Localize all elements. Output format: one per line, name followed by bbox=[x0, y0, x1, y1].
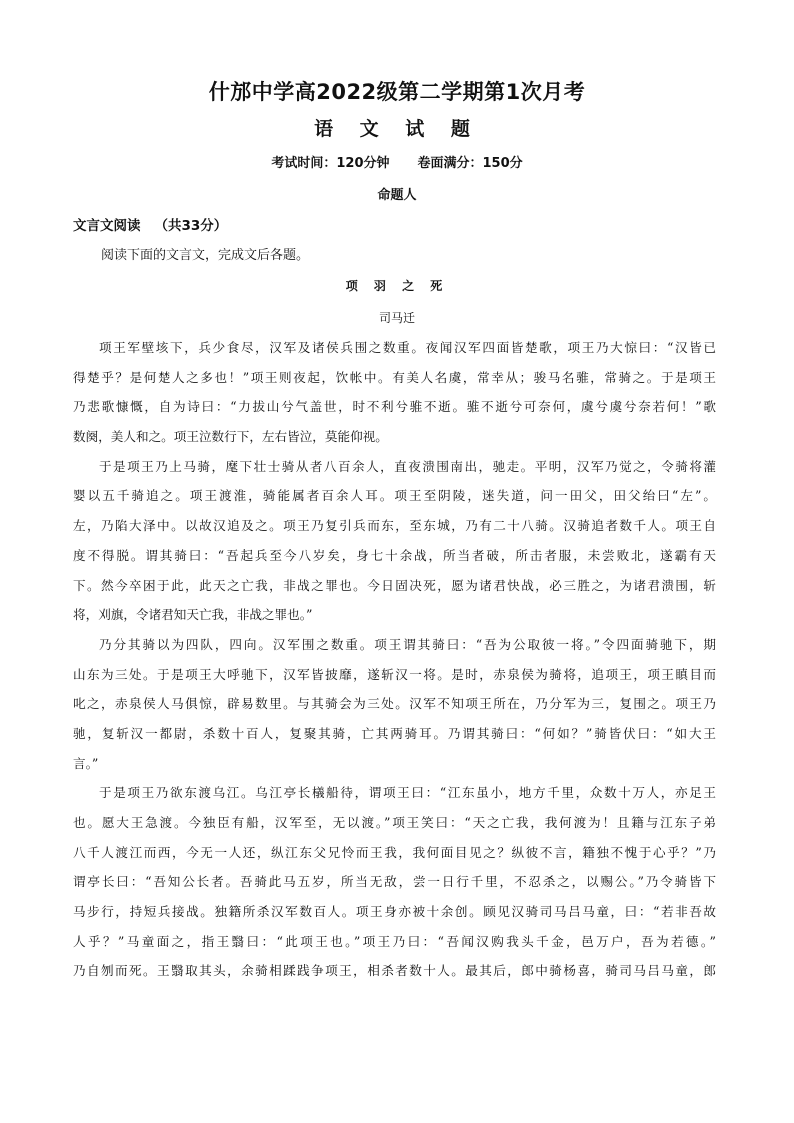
passage-line: 人乎？”马童面之，指王翳曰：“此项王也。”项王乃曰：“吾闻汉购我头千金，邑万户，吾为若德。” bbox=[73, 933, 716, 949]
passage-line: 叱之，赤泉侯人马俱惊，辟易数里。与其骑会为三处。汉军不知项王所在，乃分军为三，复围之。项王乃 bbox=[73, 696, 716, 712]
exam-title: 什邡中学高2022级第二学期第1次月考 bbox=[208, 80, 586, 104]
passage-line: 也。愿大王急渡。今独臣有船，汉军至，无以渡。”项王笑曰：“天之亡我，我何渡为！且籍与江东子弟 bbox=[73, 815, 716, 830]
passage-line: 言。” bbox=[73, 755, 99, 771]
passage-line: 八千人渡江而西，今无一人还，纵江东父兄怜而王我，我何面目见之？纵彼不言，籍独不愧于心乎？”乃 bbox=[73, 844, 716, 860]
subject-title: 语 文 试 题 bbox=[314, 118, 480, 140]
passage-line: 项王军壁垓下，兵少食尽，汉军及诸侯兵围之数重。夜闻汉军四面皆楚歌，项王乃大惊曰：“汉皆已 bbox=[99, 340, 716, 355]
passage-line: 左，乃陷大泽中。以故汉追及之。项王乃复引兵而东，至东城，乃有二十八骑。汉骑追者数千人。项王自 bbox=[73, 518, 716, 534]
passage-line: 数阕，美人和之。项王泣数行下，左右皆泣，莫能仰视。 bbox=[73, 429, 388, 445]
section-title: 文言文阅读 bbox=[73, 218, 141, 234]
passage-line: 驰，复斩汉一都尉，杀数十百人，复聚其骑，亡其两骑耳。乃谓其骑曰：“何如？”骑皆伏曰：“如大王 bbox=[73, 725, 716, 741]
passage-line: 下。然今卒困于此，此天之亡我，非战之罪也。今日固决死，愿为诸君快战，必三胜之，为诸君溃围，斩 bbox=[73, 577, 716, 593]
passage-line: 于是项王乃上马骑，麾下壮士骑从者八百余人，直夜溃围南出，驰走。平明，汉军乃觉之，令骑将灌 bbox=[99, 458, 716, 474]
passage-line: 乃分其骑以为四队，四向。汉军围之数重。项王谓其骑曰：“吾为公取彼一将。”令四面骑驰下，期 bbox=[99, 636, 716, 652]
passage-line: 乃自刎而死。王翳取其头，余骑相蹂践争项王，相杀者数十人。最其后，郎中骑杨喜，骑司马吕马童，郎 bbox=[73, 963, 716, 979]
question-author: 命题人 bbox=[377, 188, 417, 203]
passage-line: 将，刈旗，令诸君知天亡我，非战之罪也。” bbox=[73, 607, 313, 623]
passage-line: 得楚乎？是何楚人之多也！”项王则夜起，饮帐中。有美人名虞，常幸从；骏马名骓，常骑之。于是项王 bbox=[73, 369, 716, 385]
exam-info bbox=[0, 152, 794, 171]
passage-title: 项 羽 之 死 bbox=[345, 279, 449, 293]
passage-line: 乃悲歌慷慨，自为诗曰：“力拔山兮气盖世，时不利兮骓不逝。骓不逝兮可奈何，虞兮虞兮奈若何！”歌 bbox=[73, 399, 716, 415]
passage-line: 度不得脱。谓其骑曰：“吾起兵至今八岁矣，身七十余战，所当者破，所击者服，未尝败北，遂霸有天 bbox=[73, 547, 716, 563]
passage-line: 于是项王乃欲东渡乌江。乌江亭长檥船待，谓项王曰：“江东虽小，地方千里，众数十万人，亦足王 bbox=[99, 785, 716, 801]
section-instruction: 阅读下面的文言文，完成文后各题。 bbox=[101, 248, 310, 263]
passage-author: 司马迁 bbox=[378, 311, 415, 325]
passage-body bbox=[73, 333, 716, 986]
passage-line: 马步行，持短兵接战。独籍所杀汉军数百人。项王身亦被十余创。顾见汉骑司马吕马童，曰：“若非吾故 bbox=[73, 904, 716, 920]
section-heading bbox=[73, 214, 227, 234]
exam-time: 考试时间：120分钟 bbox=[271, 156, 390, 171]
exam-score: 卷面满分：150分 bbox=[417, 156, 523, 171]
section-points: （共33分） bbox=[154, 218, 228, 234]
passage-line: 婴以五千骑追之。项王渡淮，骑能属者百余人耳。项王至阴陵，迷失道，问一田父，田父绐曰“左”。 bbox=[73, 488, 716, 504]
passage-line: 山东为三处。于是项王大呼驰下，汉军皆披靡，遂斩汉一将。是时，赤泉侯为骑将，追项王，项王瞋目而 bbox=[73, 666, 716, 682]
passage-line: 谓亭长曰：“吾知公长者。吾骑此马五岁，所当无敌，尝一日行千里，不忍杀之，以赐公。”乃令骑皆下 bbox=[73, 874, 716, 890]
